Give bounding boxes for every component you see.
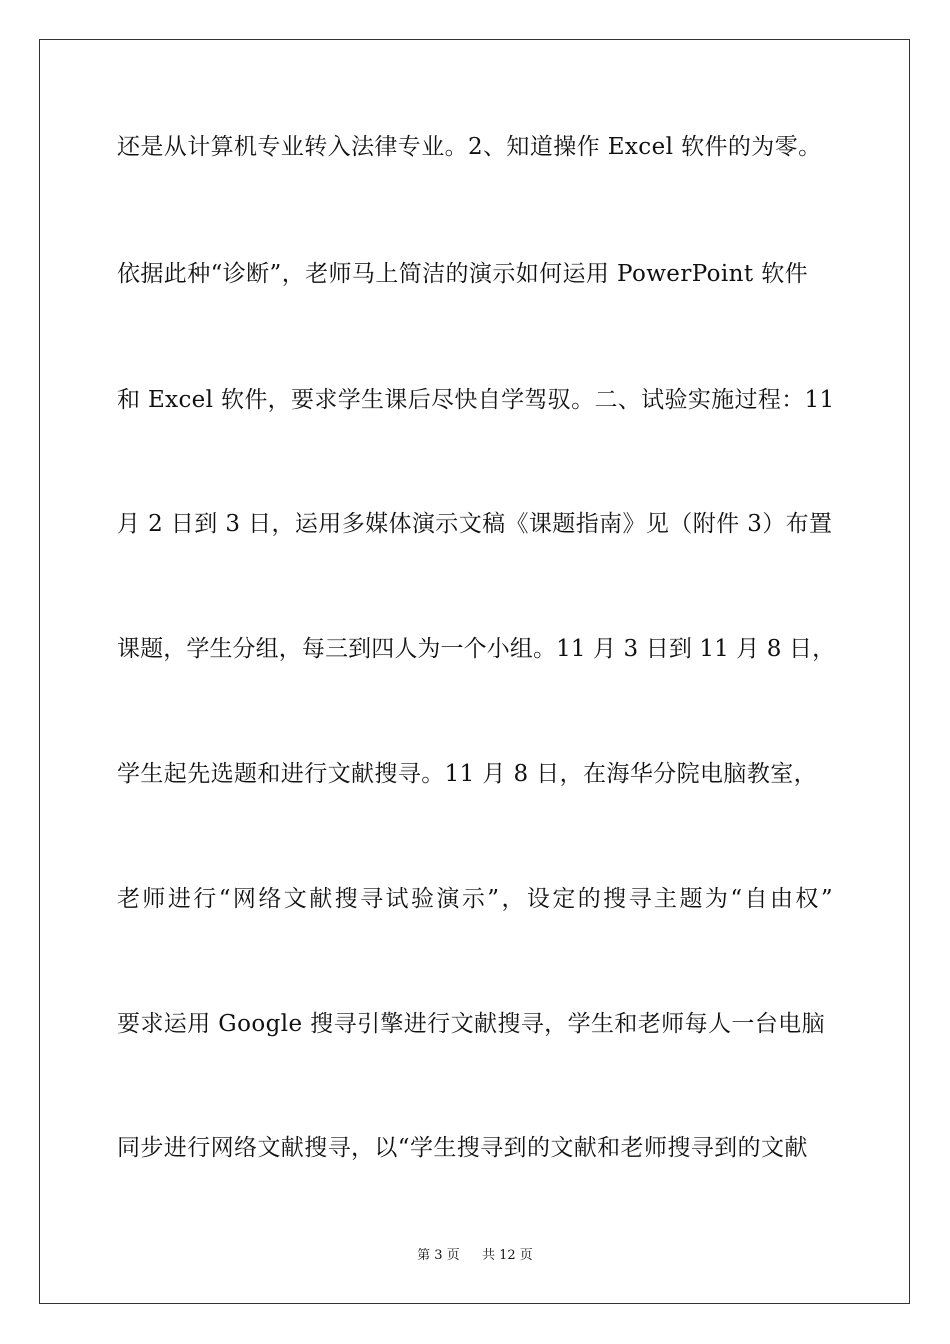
page-number-total: 共 12 页 (482, 1248, 533, 1263)
text-line-3: 和 Excel 软件，要求学生课后尽快自学驾驭。二、试验实施过程：11 (117, 387, 835, 413)
text-line-4: 月 2 日到 3 日，运用多媒体演示文稿《课题指南》见（附件 3）布置 (117, 511, 833, 537)
page-footer (0, 1247, 950, 1265)
page-frame (39, 39, 910, 1304)
text-line-1: 还是从计算机专业转入法律专业。2、知道操作 Excel 软件的为零。 (117, 134, 822, 160)
page-number-current: 第 3 页 (417, 1248, 460, 1263)
text-line-6: 学生起先选题和进行文献搜寻。11 月 8 日，在海华分院电脑教室， (117, 761, 818, 787)
text-line-5: 课题，学生分组，每三到四人为一个小组。11 月 3 日到 11 月 8 日， (117, 636, 836, 662)
text-line-7: 老师进行“网络文献搜寻试验演示”，设定的搜寻主题为“自由权” (117, 886, 836, 912)
text-line-9: 同步进行网络文献搜寻，以“学生搜寻到的文献和老师搜寻到的文献 (117, 1135, 808, 1161)
text-line-8: 要求运用 Google 搜寻引擎进行文献搜寻，学生和老师每人一台电脑 (117, 1011, 825, 1037)
text-line-2: 依据此种“诊断”，老师马上简洁的演示如何运用 PowerPoint 软件 (117, 261, 809, 287)
